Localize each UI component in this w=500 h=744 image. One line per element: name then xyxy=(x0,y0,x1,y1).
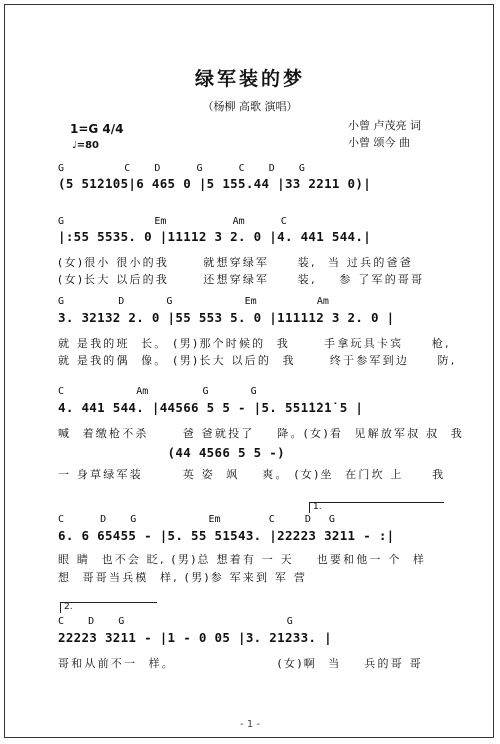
volta-label: 2. xyxy=(64,602,73,612)
lyric-line: 想 哥哥当兵模 样, (男)参 军来到 军 营 xyxy=(58,571,308,584)
tempo-mark: ♩=80 xyxy=(72,140,100,151)
song-title: 绿军装的梦 xyxy=(194,68,305,90)
notation-row: 6. 6 65455 - |5. 55 51543. |22223 3211 - :| xyxy=(58,528,395,543)
volta-label: 1. xyxy=(313,502,322,512)
lyricist-credit: 小曾 卢茂亮 词 xyxy=(348,119,421,132)
lyric-line: 哥和从前不一 样。 (女)啊 当 兵的哥 哥 xyxy=(58,657,423,670)
lyric-line: 一 身草绿军装 英 姿 飒 爽。 (女)坐 在门坎 上 我 xyxy=(58,468,446,481)
lyric-line: 喊 着缴枪不杀 爸 爸就投了 降。(女)看 见解放军叔 叔 我 xyxy=(58,427,464,440)
notation-row: |:55 5535. 0 |11112 3 2. 0 |4. 441 544.| xyxy=(58,229,372,244)
notation-row: (5 51̇2̇1̇05|6 465 0 |5 155.44 |33 2211 0)| xyxy=(58,176,372,191)
notation-row: 4. 441 544. |44566 5 5 - |5. 551̇1̇2̇1̇ 5 | xyxy=(58,400,364,415)
lyric-line: 眼 睛 也不会 眨, (男)总 想着有 一 天 也要和他一 个 样 xyxy=(58,553,427,566)
key-signature: 1=G 4/4 xyxy=(70,122,124,136)
chord-row: C D G Em C D G xyxy=(58,514,335,525)
notation-row: 3. 32132 2. 0 |55 553 5. 0 |111112 3 2. 0 | xyxy=(58,310,395,325)
page-frame xyxy=(4,4,494,738)
chord-row: C Am G G xyxy=(58,386,257,397)
lyric-line: (女)很小 很小的我 就想穿绿军 装, 当 过兵的爸爸 xyxy=(58,256,413,269)
performers-line: （杨柳 高歌 演唱） xyxy=(202,100,298,113)
volta-first-ending xyxy=(309,502,444,513)
notation-row: 22223 3211 - |1 - 0 05 |3. 21233. | xyxy=(58,630,332,645)
chord-row: G C D G C D G xyxy=(58,163,305,174)
composer-credit: 小曾 颂今 曲 xyxy=(348,136,410,149)
volta-second-ending xyxy=(60,602,157,613)
chord-row: G D G Em Am xyxy=(58,296,329,307)
chord-row: C D G G xyxy=(58,616,293,627)
lyric-line: 就 是我的偶 像。 (男)长大 以后的 我 终于参军到边 防, xyxy=(58,354,457,367)
page-number: - 1 - xyxy=(240,719,260,730)
lyric-line: (女)长大 以后的我 还想穿绿军 装, 参 了军的哥哥 xyxy=(58,273,425,286)
chord-row: G Em Am C xyxy=(58,216,287,227)
lyric-line: 就 是我的班 长。 (男)那个时候的 我 手拿玩具卡宾 枪, xyxy=(58,337,451,350)
alternate-notation-row: (44 4566 5 5 -) xyxy=(58,445,285,460)
